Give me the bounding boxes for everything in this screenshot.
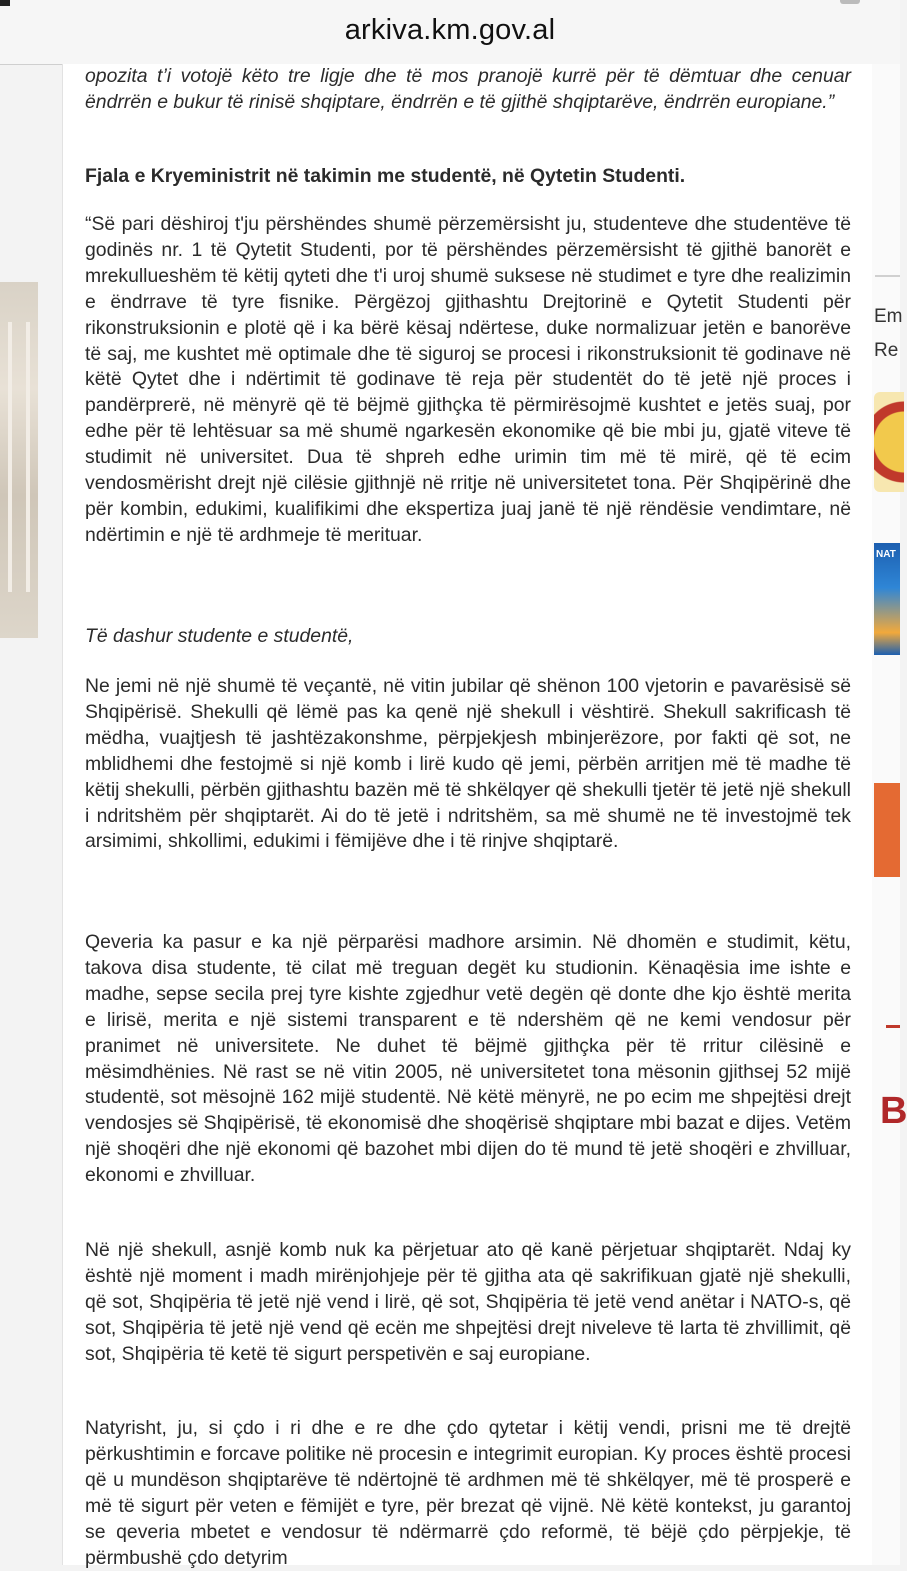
intro-quote: opozita t’i votojë këto tre ligje dhe të mos pranojë kurrë për të dëmtuar dhe cenuar ëndrrën e bukur të rinisë shqiptare, ëndrrën e të gjithë shqiptarëve, ëndrrën europiane.” bbox=[85, 65, 851, 113]
sidebar-accent-line bbox=[886, 1025, 900, 1028]
browser-address-bar[interactable] bbox=[0, 0, 900, 65]
paragraph-5: Natyrisht, ju, si çdo i ri dhe e re dhe çdo qytetar i këtij vendi, prisni me të drejtë përkushtimin e forcave politike në procesin e integrimit europian. Ky proces është procesi që u mundëson shqiptarëve të ndërtojnë të ardhmen më të shkëlqyer, më të prosperë e më të sigurt për veten e fëmijët e tyre, për brezat që vijnë. Në këtë kontekst, ju garantoj se qeveria mbetet e vendosur të ndërmarrë çdo reformë, të bëjë çdo përpjekje, të përmbushë çdo detyrim bbox=[85, 1417, 851, 1569]
sidebar-banner-letter[interactable]: B bbox=[880, 1090, 907, 1132]
url-text[interactable]: arkiva.km.gov.al bbox=[344, 14, 556, 46]
paragraph-1: “Së pari dëshiroj t'ju përshëndes shumë përzemërsisht ju, studenteve dhe studentëve të godinës nr. 1 të Qytetit Studenti, por të përshëndes përzemërsisht të gjithë banorët e mrekullueshëm të këtij qyteti dhe t'i uroj shumë suksese në studimet e tyre dhe realizimin e ëndrrave të tyre fisnike. Përgëzoj gjithashtu Drejtorinë e Qytetit Studenti për rikonstruksionin e plotë që i ka bërë kësaj ndërtese, duke normalizuar jetën e banorëve të saj, me kushtet më optimale dhe të siguroj se procesi i rikonstruksionit të godinave në këtë Qytet dhe i ndërtimit të godinave të reja për studentët do të jetë një proces i pandërprerë, në mënyrë që të bëjmë gjithçka të përmirësojmë kushtet e jetës suaj, por edhe për të lehtësuar sa më shumë ngarkesën ekonomike që bie mbi ju, gjatë viteve të studimit në universitet. Dua të shpreh edhe urimin tim më të mirë, që të ecim vendosmërisht drejt një cilësie gjithnjë në rritje në universitetet tona. Për Shqipërinë dhe për kombin, edukimi, kualifikimi dhe ekspertiza juaj janë të një rëndësie vendimtare, në ndërtimin e një të ardhmeje të merituar. bbox=[85, 213, 851, 546]
paragraph-3: Qeveria ka pasur e ka një përparësi madhore arsimin. Në dhomën e studimit, këtu, takova disa studente, të cilat më treguan degët ku studionin. Kënaqësia ime ishte e madhe, sepse secila prej tyre kishte zgjedhur vetë degën që donte dhe kjo është merita e lirisë, merita e një sistemi transparent e të ndershëm që ne kemi vendosur për pranimet në universitete. Ne duhet të bëjmë gjithçka për të rritur cilësinë e mësimdhënies. Në rast se në vitin 2005, në universitetet tona mësonin gjithsej 52 mijë studentë, sot mësojnë 162 mijë studentë. Në këtë mënyrë, ne po ecim me shpejtësi drejt vendosjes së Shqipërisë, të ekonomisë dhe shoqërisë shqiptare mbi bazat e dijes. Vetëm një shoqëri dhe një ekonomi që bazohet mbi dijen do të mund të jetë shoqëri e zhvilluar, ekonomi e zhvilluar. bbox=[85, 931, 851, 1187]
article-content bbox=[62, 64, 874, 1569]
government-seal-image[interactable] bbox=[874, 392, 904, 492]
status-bar-fragment bbox=[0, 0, 10, 6]
salutation: Të dashur studente e studentë, bbox=[85, 625, 354, 647]
image-column-detail bbox=[8, 322, 12, 592]
sidebar-link[interactable]: Em bbox=[874, 306, 903, 327]
paragraph-2: Ne jemi në një shumë të veçantë, në vitin jubilar që shënon 100 vjetorin e pavarësisë së Shqipërisë. Shekulli që lëmë pas ka qenë një shekull i vështirë. Shekull sakrificash të mëdha, vuajtjesh të jashtëzakonshme, përpjekjesh mbinjerëzore, por fakti që sot, ne mblidhemi dhe festojmë si një komb i lirë kudo që jemi, përbën arritjen më të madhe të këtij shekulli, përbën gjithashtu bazën më të shkëlqyer që shekulli tjetër të jetë një shekull i ndritshëm për shqiptarët. Ai do të jetë i ndritshëm, sa më shumë ne të investojmë tek arsimimi, shkollimi, edukimi i fëmijëve dhe i të rinjve shqiptarë. bbox=[85, 675, 851, 853]
orange-banner-image[interactable] bbox=[874, 783, 900, 877]
sidebar-link[interactable]: Re bbox=[874, 340, 899, 361]
sidebar-divider bbox=[875, 275, 900, 277]
paragraph-4: Në një shekull, asnjë komb nuk ka përjetuar ato që kanë përjetuar shqiptarët. Ndaj ky është një moment i madh mirënjohjeje për të gjitha ata që sakrifikuan gjatë një shekulli, që sot, Shqipëria të jetë një vend i lirë, që sot, Shqipëria të jetë vend anëtar i NATO-s, që sot, Shqipëria të jetë një vend që ecën me shpejtësi drejt niveleve të larta të zhvillimit, që sot, Shqipëria të ketë të sigurt perspetivën e saj europiane. bbox=[85, 1239, 851, 1365]
article-heading: Fjala e Kryeministrit në takimin me studentë, në Qytetin Studenti. bbox=[85, 165, 686, 187]
nato-banner-label: NAT bbox=[876, 549, 896, 560]
image-column-detail bbox=[26, 322, 30, 592]
left-side-image[interactable] bbox=[0, 282, 38, 638]
battery-icon bbox=[840, 0, 860, 4]
